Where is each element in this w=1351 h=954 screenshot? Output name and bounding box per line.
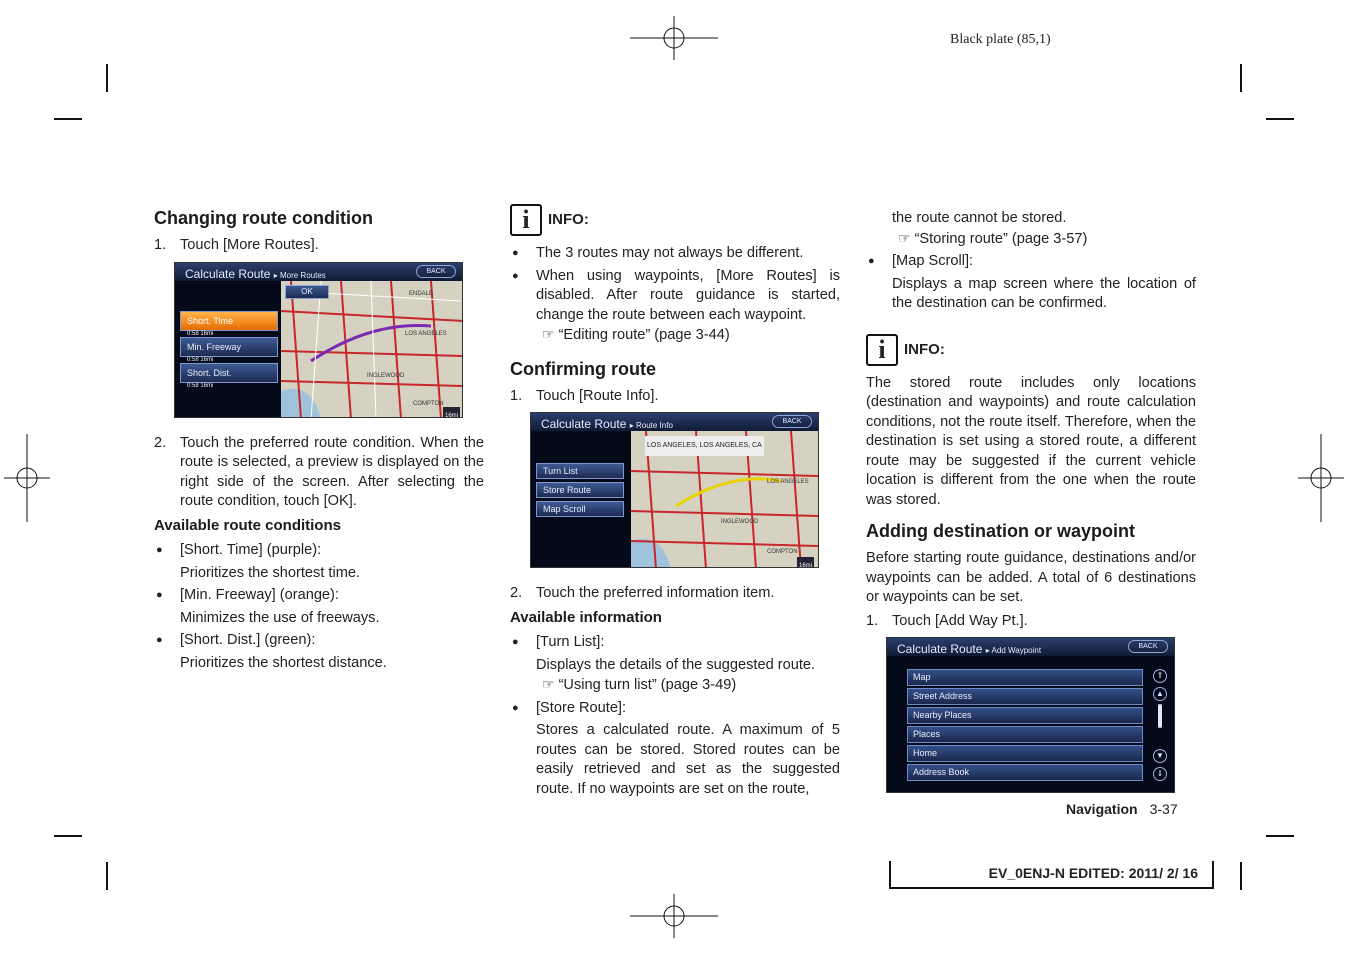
- intro-text: Before starting route guidance, destinations and/or waypoints can be added. A total of 6 destinations or waypoints can be set.: [866, 550, 1196, 605]
- back-button[interactable]: BACK: [416, 265, 456, 278]
- map-label: COMPTON: [767, 549, 798, 555]
- section-heading: Changing route condition: [154, 208, 373, 228]
- map-scale: 16mi: [797, 557, 814, 568]
- page-reference: ☞ “Editing route” (page 3-44): [542, 326, 730, 343]
- step-number: 1.: [866, 612, 879, 629]
- page-reference: ☞ “Storing route” (page 3-57): [898, 229, 1088, 247]
- info-text: The stored route includes only locations (destination and waypoints) and route calculation conditions, not the route itself. Therefore, when the destination is set using a stored route, a different route may be suggested if the current vehicle location is different from the one when the route was stored.: [866, 374, 1196, 508]
- page-reference: ☞ “Using turn list” (page 3-49): [542, 676, 737, 693]
- crop-mark: [1266, 835, 1294, 837]
- list-item: ● [Turn List]:: [512, 634, 605, 650]
- scroll-down-icon[interactable]: ▼: [1153, 749, 1167, 763]
- column-3: [866, 209, 1196, 793]
- route-info-screenshot: [530, 412, 819, 568]
- address-bar: LOS ANGELES, LOS ANGELES, CA: [645, 436, 764, 456]
- info-header: [866, 334, 1196, 366]
- scroll-up-icon[interactable]: ▲: [1153, 687, 1167, 701]
- route-map: [281, 281, 463, 418]
- list-item-desc: Minimizes the use of freeways.: [180, 609, 380, 626]
- crop-mark: [1266, 118, 1294, 120]
- registration-mark-left: [4, 434, 50, 522]
- subheading: Available route conditions: [154, 516, 341, 534]
- add-waypoint-screenshot: [886, 637, 1175, 793]
- step-number: 2.: [154, 434, 167, 451]
- registration-mark-bottom: [630, 894, 718, 938]
- route-map: [631, 431, 819, 568]
- info-label: INFO:: [548, 211, 589, 229]
- step: [154, 236, 484, 256]
- list-item: ● When using waypoints, [More Routes] is disabled. After route guidance is started, change the route between each waypoint.: [512, 267, 840, 323]
- map-label: COMPTON: [413, 400, 444, 407]
- section-name: Navigation: [1066, 801, 1138, 817]
- continued-text: the route cannot be stored.: [892, 210, 1067, 226]
- list-item-home[interactable]: Home: [907, 745, 1143, 762]
- edit-stamp: EV_0ENJ-N EDITED: 2011/ 2/ 16: [889, 861, 1214, 889]
- section-heading: Confirming route: [510, 358, 656, 379]
- plate-label: Black plate (85,1): [950, 32, 1051, 47]
- map-label: INGLEWOOD: [367, 372, 405, 379]
- step: [510, 387, 840, 407]
- pointing-hand-icon: ☞: [542, 326, 555, 342]
- map-label: LOS ANGELES: [405, 330, 447, 337]
- list-item-nearby-places[interactable]: Nearby Places: [907, 707, 1143, 724]
- back-button[interactable]: BACK: [1128, 640, 1168, 653]
- registration-mark-top: [630, 16, 718, 60]
- list-item-street-address[interactable]: Street Address: [907, 688, 1143, 705]
- step: [510, 584, 840, 604]
- list-item-desc: Prioritizes the shortest time.: [180, 564, 361, 581]
- scrollbar[interactable]: [1158, 704, 1162, 728]
- registration-mark-right: [1298, 434, 1344, 522]
- ok-button[interactable]: OK: [285, 285, 329, 299]
- turn-list-button[interactable]: Turn List: [536, 463, 624, 479]
- list-item: ● [Short. Dist.] (green):: [156, 632, 316, 648]
- step-number: 1.: [154, 237, 167, 253]
- screen-title: Calculate Route ▸ More Routes: [185, 266, 326, 281]
- screen-title: Calculate Route ▸ Route Info: [541, 417, 673, 431]
- step-number: 1.: [510, 387, 523, 404]
- list-item-desc: Displays the details of the suggested route.: [536, 656, 816, 673]
- subheading: Available information: [510, 608, 662, 626]
- column-1: [154, 207, 484, 673]
- short-dist-button[interactable]: Short. Dist. 0:58 16mi: [180, 363, 278, 383]
- step-text: Touch [More Routes].: [180, 237, 319, 253]
- min-freeway-button[interactable]: Min. Freeway 0:58 16mi: [180, 337, 278, 357]
- map-label: ENDALE: [409, 290, 434, 297]
- step: [154, 434, 484, 512]
- scroll-bottom-icon[interactable]: ⇓: [1153, 767, 1167, 781]
- info-label: INFO:: [904, 340, 945, 358]
- step-text: Touch [Route Info].: [536, 387, 659, 404]
- crop-mark: [106, 862, 108, 890]
- list-item-desc: Prioritizes the shortest distance.: [180, 654, 387, 671]
- crop-mark: [1240, 64, 1242, 92]
- list-item-map[interactable]: Map: [907, 669, 1143, 686]
- crop-mark: [54, 118, 82, 120]
- map-scale: 16mi: [443, 407, 460, 418]
- section-heading: Adding destination or waypoint: [866, 521, 1135, 541]
- info-header: [510, 204, 840, 236]
- map-label: INGLEWOOD: [721, 519, 759, 525]
- list-item-places[interactable]: Places: [907, 726, 1143, 743]
- step-text: Touch [Add Way Pt.].: [892, 612, 1028, 629]
- list-item: ● [Store Route]:: [512, 699, 627, 716]
- map-label: LOS ANGELES: [767, 479, 809, 485]
- info-icon: i: [866, 334, 898, 366]
- short-time-button[interactable]: Short. Time 0:58 16mi: [180, 311, 278, 331]
- step-text: Touch the preferred route condition. When the route is selected, a preview is displayed on the right side of the screen. After selecting the route condition, touch [OK].: [180, 434, 484, 509]
- list-item: ● [Min. Freeway] (orange):: [156, 587, 339, 603]
- list-item-desc: Stores a calculated route. A maximum of 5 routes can be stored. Stored routes can be easily retrieved and set as the suggested route. If no waypoints are set on the route,: [536, 722, 840, 797]
- pointing-hand-icon: ☞: [898, 229, 911, 246]
- page-number: 3-37: [1149, 801, 1178, 817]
- step: [866, 612, 1196, 632]
- page-footer: [1066, 801, 1178, 817]
- list-item-desc: Displays a map screen where the location of the destination can be confirmed.: [892, 275, 1196, 311]
- step-number: 2.: [510, 585, 523, 601]
- list-item: ● The 3 routes may not always be different.: [512, 245, 804, 261]
- crop-mark: [1240, 862, 1242, 890]
- back-button[interactable]: BACK: [772, 415, 812, 428]
- crop-mark: [106, 64, 108, 92]
- info-icon: i: [510, 204, 542, 236]
- store-route-button[interactable]: Store Route: [536, 482, 624, 498]
- pointing-hand-icon: ☞: [542, 676, 555, 692]
- list-item: ● [Short. Time] (purple):: [156, 542, 322, 558]
- crop-mark: [54, 835, 82, 837]
- list-item: ● [Map Scroll]:: [868, 253, 974, 269]
- column-2: [510, 204, 840, 799]
- list-item-address-book[interactable]: Address Book: [907, 764, 1143, 781]
- screen-title: Calculate Route ▸ Add Waypoint: [897, 642, 1042, 656]
- scroll-top-icon[interactable]: ⇑: [1153, 669, 1167, 683]
- map-scroll-button[interactable]: Map Scroll: [536, 501, 624, 517]
- more-routes-screenshot: [174, 262, 463, 418]
- step-text: Touch the preferred information item.: [536, 585, 775, 601]
